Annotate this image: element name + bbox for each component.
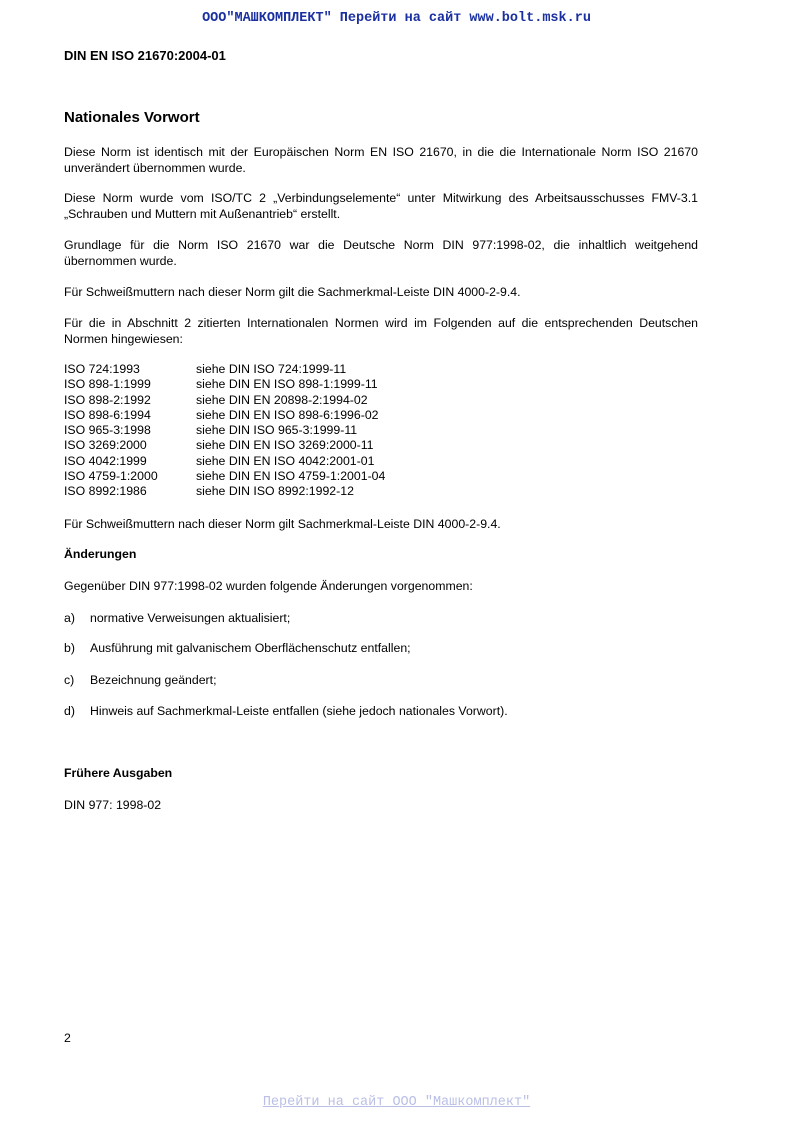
din-reference: siehe DIN EN ISO 898-1:1999-11 (196, 377, 378, 392)
changes-intro: Gegenüber DIN 977:1998-02 wurden folgende Änderungen vorgenommen: (64, 579, 473, 593)
din-reference: siehe DIN EN ISO 898-6:1996-02 (196, 407, 379, 422)
paragraph-feature-bar: Für Schweißmuttern nach dieser Norm gilt die Sachmerkmal-Leiste DIN 4000-2-9.4. (64, 285, 521, 299)
list-marker: c) (64, 673, 75, 687)
list-item-text: Bezeichnung geändert; (90, 673, 217, 687)
paragraph-feature-bar-repeat: Für Schweißmuttern nach dieser Norm gilt Sachmerkmal-Leiste DIN 4000-2-9.4. (64, 517, 501, 531)
din-reference: siehe DIN ISO 8992:1992-12 (196, 484, 354, 499)
paragraph-committee: Diese Norm wurde vom ISO/TC 2 „Verbindungselemente“ unter Mitwirkung des Arbeitsausschusses FMV-3.1 „Schrauben und Muttern mit Außenantrieb“ erstellt. (64, 191, 698, 221)
list-item (64, 611, 290, 625)
section-title: Nationales Vorwort (64, 109, 200, 126)
din-reference: siehe DIN EN 20898-2:1994-02 (196, 392, 368, 407)
list-item-text: Hinweis auf Sachmerkmal-Leiste entfallen (siehe jedoch nationales Vorwort). (90, 704, 508, 718)
footer-site-link[interactable]: Перейти на сайт ООО "Машкомплект" (262, 1095, 531, 1110)
paragraph-references-intro: Für die in Abschnitt 2 zitierten Internationalen Normen wird im Folgenden auf die entsprechenden Deutschen Normen hingewiesen: (64, 316, 698, 346)
iso-reference: ISO 3269:2000 (64, 438, 147, 453)
reference-table (64, 362, 385, 500)
table-row (64, 438, 385, 453)
iso-reference: ISO 4042:1999 (64, 453, 147, 468)
table-row (64, 454, 385, 469)
iso-reference: ISO 4759-1:2000 (64, 469, 158, 484)
din-reference: siehe DIN EN ISO 4759-1:2001-04 (196, 469, 386, 484)
previous-editions-title: Frühere Ausgaben (64, 766, 173, 780)
list-item (64, 704, 508, 718)
list-item (64, 673, 216, 687)
previous-editions-text: DIN 977: 1998-02 (64, 798, 162, 812)
table-row (64, 408, 385, 423)
iso-reference: ISO 8992:1986 (64, 484, 147, 499)
din-reference: siehe DIN ISO 965-3:1999-11 (196, 423, 358, 438)
list-item-text: normative Verweisungen aktualisiert; (90, 611, 291, 625)
list-item-text: Ausführung mit galvanischem Oberflächenschutz entfallen; (90, 641, 411, 655)
list-marker: d) (64, 704, 75, 718)
table-row (64, 377, 385, 392)
table-row (64, 423, 385, 438)
iso-reference: ISO 898-2:1992 (64, 392, 151, 407)
changes-title: Änderungen (64, 547, 137, 561)
list-item (64, 641, 411, 655)
paragraph-basis: Grundlage für die Norm ISO 21670 war die Deutsche Norm DIN 977:1998-02, die inhaltlich weitgehend übernommen wurde. (64, 238, 698, 268)
list-marker: b) (64, 641, 75, 655)
header-site-link[interactable]: ООО"МАШКОМПЛЕКТ" Перейти на сайт www.bolt.msk.ru (202, 11, 591, 26)
iso-reference: ISO 724:1993 (64, 362, 140, 376)
list-marker: a) (64, 611, 75, 625)
paragraph-identity: Diese Norm ist identisch mit der Europäischen Norm EN ISO 21670, in die die Internationale Norm ISO 21670 unverändert übernommen wurde. (64, 145, 698, 175)
table-row (64, 393, 385, 408)
iso-reference: ISO 898-1:1999 (64, 377, 151, 392)
page-number: 2 (64, 1031, 71, 1045)
table-row (64, 484, 385, 499)
din-reference: siehe DIN ISO 724:1999-11 (196, 362, 347, 376)
table-row (64, 469, 385, 484)
document-id: DIN EN ISO 21670:2004-01 (64, 48, 226, 63)
iso-reference: ISO 898-6:1994 (64, 407, 151, 422)
din-reference: siehe DIN EN ISO 4042:2001-01 (196, 453, 375, 468)
iso-reference: ISO 965-3:1998 (64, 423, 151, 438)
table-row (64, 362, 385, 377)
din-reference: siehe DIN EN ISO 3269:2000-11 (196, 438, 374, 453)
